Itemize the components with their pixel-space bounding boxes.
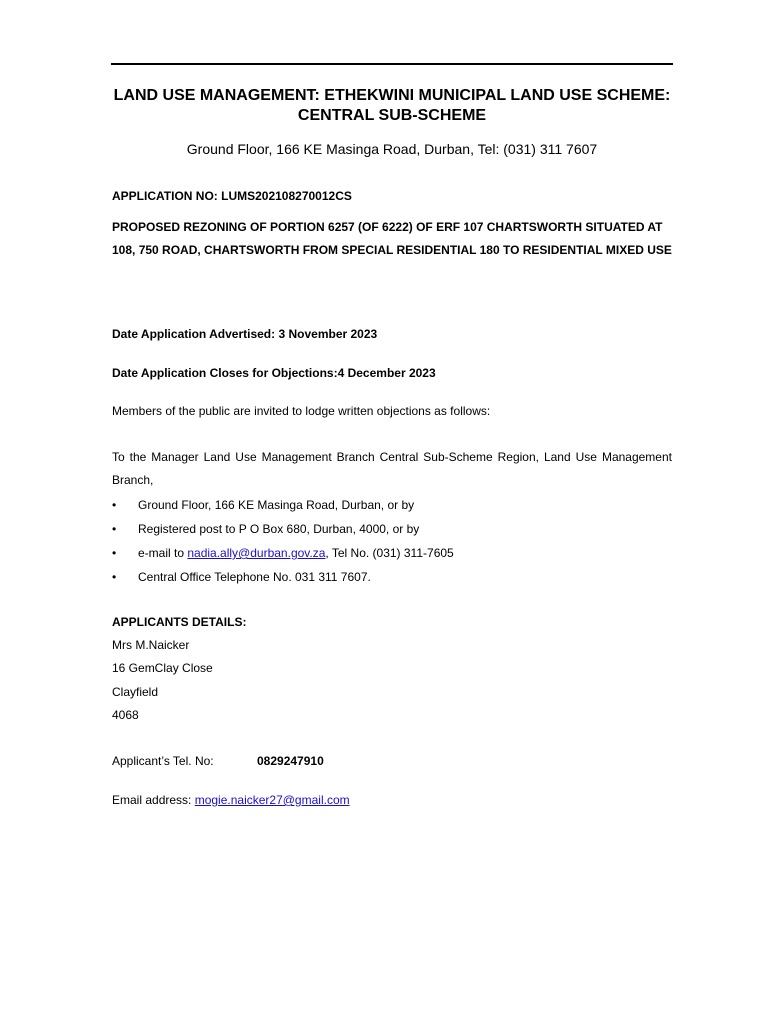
bullet-icon: • (112, 546, 117, 560)
proposal-description: PROPOSED REZONING OF PORTION 6257 (OF 6222) OF ERF 107 CHARTSWORTH SITUATED AT 108, 750 ROAD, CHARTSWORTH FROM SPECIAL RESIDENTIAL 180 TO RESIDENTIAL MIXED USE (112, 220, 672, 257)
applicant-postal-code: 4068 (112, 708, 139, 722)
date-closes: Date Application Closes for Objections:4 December 2023 (112, 366, 436, 380)
applicant-tel-label: Applicant’s Tel. No: (112, 754, 214, 768)
objections-intro: Members of the public are invited to lodge written objections as follows: (112, 404, 491, 418)
bullet-icon: • (112, 570, 117, 584)
municipal-email-link[interactable]: nadia.ally@durban.gov.za (187, 546, 326, 560)
applicant-email-link[interactable]: mogie.naicker27@gmail.com (194, 793, 350, 807)
list-item-text: Registered post to P O Box 680, Durban, 4000, or by (138, 522, 420, 536)
list-item-text: Ground Floor, 166 KE Masinga Road, Durban, or by (138, 498, 415, 512)
objections-addressee: To the Manager Land Use Management Branch Central Sub-Scheme Region, Land Use Management Branch, (112, 450, 672, 487)
bullet-icon: • (112, 522, 117, 536)
document-title: LAND USE MANAGEMENT: ETHEKWINI MUNICIPAL LAND USE SCHEME: CENTRAL SUB-SCHEME (113, 87, 671, 124)
applicant-suburb: Clayfield (112, 685, 159, 699)
list-item-text (138, 546, 454, 561)
office-address: Ground Floor, 166 KE Masinga Road, Durban, Tel: (031) 311 7607 (186, 141, 598, 157)
list-item-text: Central Office Telephone No. 031 311 7607. (138, 570, 371, 584)
applicant-email-label: Email address: (112, 793, 195, 807)
email-suffix: , Tel No. (031) 311-7605 (325, 546, 454, 560)
applicant-email-row (112, 793, 350, 808)
application-number: APPLICATION NO: LUMS202108270012CS (112, 189, 352, 203)
bullet-icon: • (112, 498, 117, 512)
applicant-tel-value: 0829247910 (257, 754, 324, 768)
email-prefix: e-mail to (138, 546, 188, 560)
applicant-name: Mrs M.Naicker (112, 638, 190, 652)
applicant-heading: APPLICANTS DETAILS: (112, 615, 247, 629)
applicant-street: 16 GemClay Close (112, 661, 213, 675)
date-advertised: Date Application Advertised: 3 November 2023 (112, 327, 378, 341)
top-rule (111, 63, 673, 65)
